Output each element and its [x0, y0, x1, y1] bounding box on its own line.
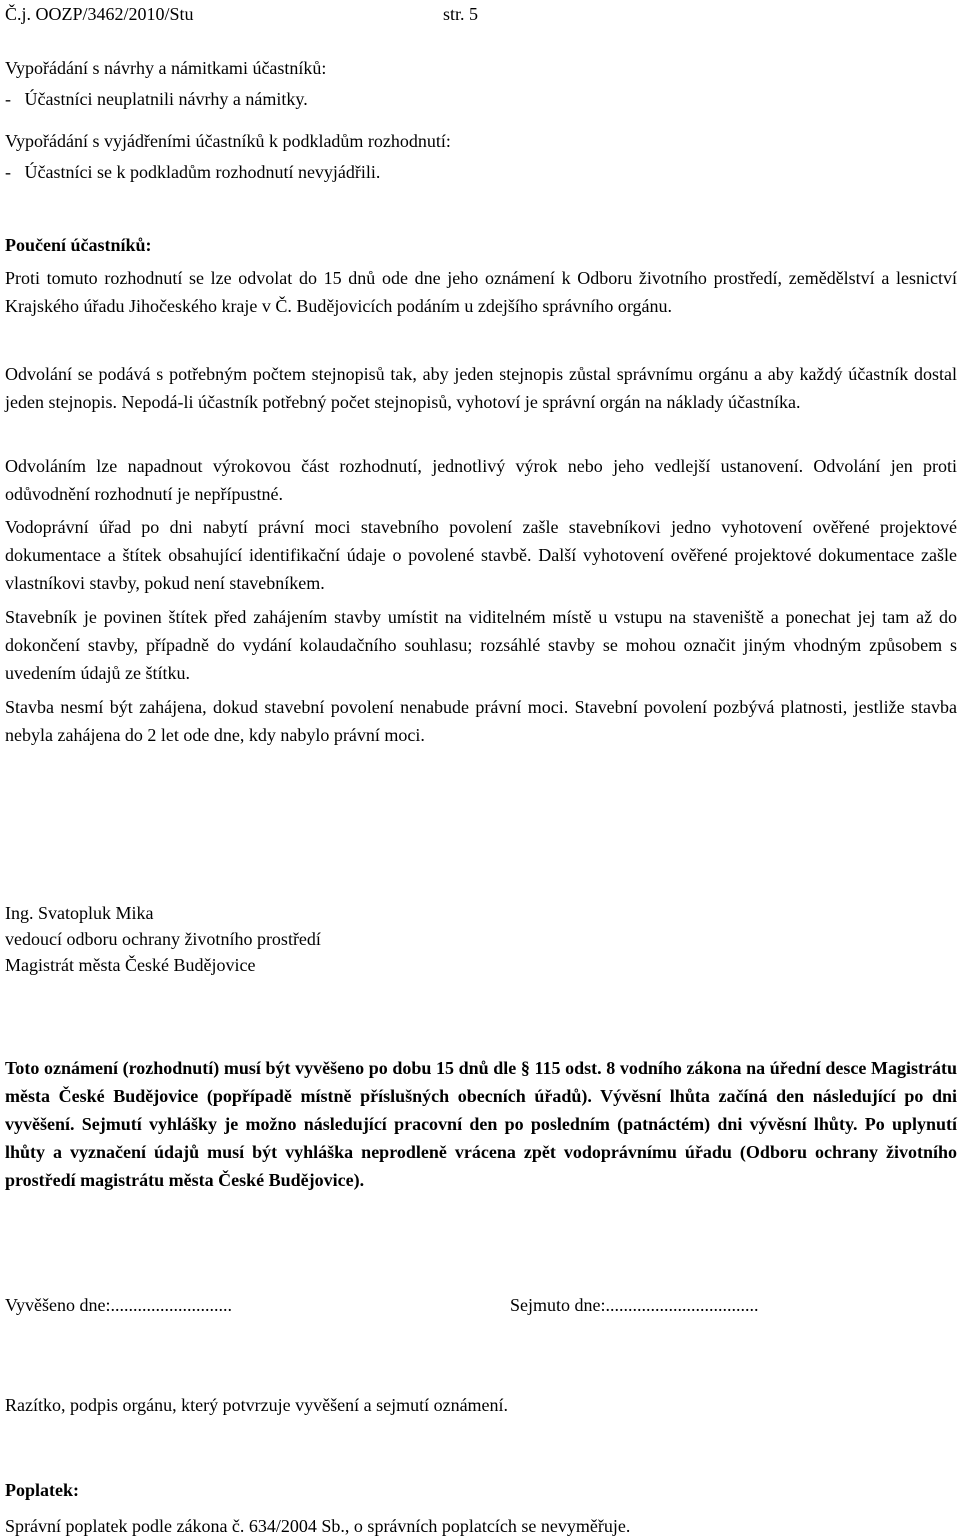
fee-text: Správní poplatek podle zákona č. 634/2004 Sb., o správních poplatcích se nevyměřuje. — [5, 1516, 631, 1536]
case-reference: Č.j. OOZP/3462/2010/Stu — [5, 4, 194, 24]
statements-heading: Vypořádání s vyjádřeními účastníků k podkladům rozhodnutí: — [5, 131, 451, 151]
page-number: str. 5 — [443, 4, 479, 24]
removed-date-field: Sejmuto dne:.................................. — [510, 1295, 759, 1315]
instruction-paragraph-5: Stavebník je povinen štítek před zahájením stavby umístit na viditelném místě u vstupu na staveniště a ponechat jej tam až do dokončení stavby, případně do vydání kolaudačního souhlasu; rozsáhlé stavby se mohou označit jiným vhodným způsobem s uvedením údajů ze štítku. — [5, 607, 957, 683]
posting-notice: Toto oznámení (rozhodnutí) musí být vyvěšeno po dobu 15 dnů dle § 115 odst. 8 vodního zákona na úřední desce Magistrátu města České Budějovice (popřípadě místně příslušných obecních úřadů). Vývěsní lhůta začíná den následující po dni vyvěšení. Sejmutí vyhlášky je možno následující pracovní den po posledním (patnáctém) dni vývěsní lhůty. Po uplynutí lhůty a vyznačení údajů musí být vyhláška neprodleně vrácena zpět vodoprávnímu úřadu (Odboru ochrany životního prostředí magistrátu města České Budějovice). — [5, 1058, 957, 1190]
instruction-paragraph-3: Odvoláním lze napadnout výrokovou část rozhodnutí, jednotlivý výrok nebo jeho vedlejší ustanovení. Odvolání jen proti odůvodnění rozhodnutí je nepřípustné. — [5, 456, 957, 504]
stamp-instruction: Razítko, podpis orgánu, který potvrzuje vyvěšení a sejmutí oznámení. — [5, 1395, 509, 1415]
fee-heading: Poplatek: — [5, 1480, 79, 1500]
signatory-name: Ing. Svatopluk Mika — [5, 903, 154, 923]
instruction-paragraph-2: Odvolání se podává s potřebným počtem stejnopisů tak, aby jeden stejnopis zůstal správnímu orgánu a aby každý účastník dostal jeden stejnopis. Nepodá-li účastník potřebný počet stejnopisů, vyhotoví je správní orgán na náklady účastníka. — [5, 364, 957, 412]
objections-item: - Účastníci neuplatnili návrhy a námitky. — [5, 89, 308, 109]
instruction-paragraph-6: Stavba nesmí být zahájena, dokud stavební povolení nenabude právní moci. Stavební povolení pozbývá platnosti, jestliže stavba nebyla zahájena do 2 let ode dne, kdy nabylo právní moci. — [5, 697, 957, 745]
instruction-paragraph-4: Vodoprávní úřad po dni nabytí právní moci stavebního povolení zašle stavebníkovi jedno vyhotovení ověřené projektové dokumentace a štítek obsahující identifikační údaje o povolené stavbě. Další vyhotovení ověřené projektové dokumentace zašle vlastníkovi stavby, pokud není stavebníkem. — [5, 517, 957, 593]
objections-heading: Vypořádání s návrhy a námitkami účastníků: — [5, 58, 327, 78]
instruction-paragraph-1: Proti tomuto rozhodnutí se lze odvolat do 15 dnů ode dne jeho oznámení k Odboru životního prostředí, zemědělství a lesnictví Krajského úřadu Jihočeského kraje v Č. Budějovicích podáním u zdejšího správního orgánu. — [5, 268, 957, 316]
statements-item: - Účastníci se k podkladům rozhodnutí nevyjádřili. — [5, 162, 381, 182]
signature-block — [5, 900, 321, 978]
instruction-heading: Poučení účastníků: — [5, 235, 152, 255]
signatory-office: Magistrát města České Budějovice — [5, 955, 256, 975]
signatory-position: vedoucí odboru ochrany životního prostředí — [5, 929, 321, 949]
posted-date-field: Vyvěšeno dne:........................... — [5, 1295, 232, 1315]
